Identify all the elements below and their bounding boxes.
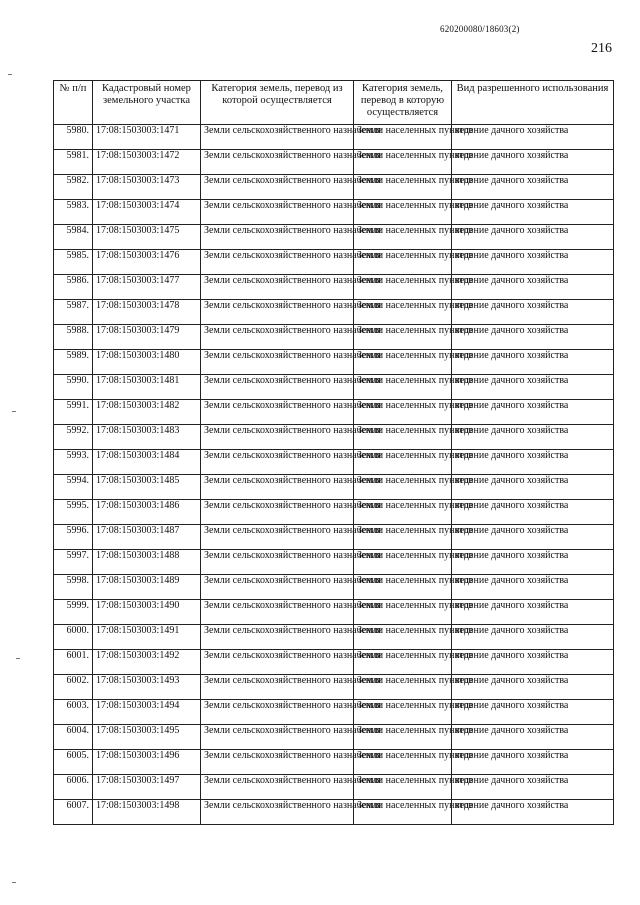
table-header-row bbox=[54, 81, 614, 125]
row-number: 5996. bbox=[54, 525, 93, 550]
permitted-use: ведение дачного хозяйства bbox=[452, 625, 614, 650]
permitted-use: ведение дачного хозяйства bbox=[452, 450, 614, 475]
category-to: Земли населенных пунктов bbox=[354, 725, 452, 750]
cadastral-number: 17:08:1503003:1498 bbox=[93, 800, 201, 825]
scan-mark bbox=[12, 411, 16, 412]
permitted-use: ведение дачного хозяйства bbox=[452, 375, 614, 400]
category-from: Земли сельскохозяйственного назначения bbox=[201, 225, 354, 250]
scan-mark bbox=[16, 658, 20, 659]
category-to: Земли населенных пунктов bbox=[354, 800, 452, 825]
category-from: Земли сельскохозяйственного назначения bbox=[201, 725, 354, 750]
category-to: Земли населенных пунктов bbox=[354, 500, 452, 525]
category-from: Земли сельскохозяйственного назначения bbox=[201, 350, 354, 375]
category-from: Земли сельскохозяйственного назначения bbox=[201, 250, 354, 275]
category-from: Земли сельскохозяйственного назначения bbox=[201, 150, 354, 175]
cadastral-number: 17:08:1503003:1496 bbox=[93, 750, 201, 775]
table-row bbox=[54, 300, 614, 325]
category-from: Земли сельскохозяйственного назначения bbox=[201, 700, 354, 725]
row-number: 5982. bbox=[54, 175, 93, 200]
scan-mark bbox=[12, 882, 16, 883]
category-to: Земли населенных пунктов bbox=[354, 225, 452, 250]
row-number: 5985. bbox=[54, 250, 93, 275]
category-to: Земли населенных пунктов bbox=[354, 525, 452, 550]
row-number: 5980. bbox=[54, 125, 93, 150]
table-row bbox=[54, 650, 614, 675]
row-number: 6005. bbox=[54, 750, 93, 775]
cadastral-number: 17:08:1503003:1476 bbox=[93, 250, 201, 275]
permitted-use: ведение дачного хозяйства bbox=[452, 150, 614, 175]
scan-mark bbox=[8, 74, 12, 75]
table-row bbox=[54, 700, 614, 725]
category-from: Земли сельскохозяйственного назначения bbox=[201, 175, 354, 200]
category-from: Земли сельскохозяйственного назначения bbox=[201, 625, 354, 650]
cadastral-number: 17:08:1503003:1491 bbox=[93, 625, 201, 650]
permitted-use: ведение дачного хозяйства bbox=[452, 750, 614, 775]
category-from: Земли сельскохозяйственного назначения bbox=[201, 300, 354, 325]
category-to: Земли населенных пунктов bbox=[354, 325, 452, 350]
cadastral-number: 17:08:1503003:1484 bbox=[93, 450, 201, 475]
cadastral-number: 17:08:1503003:1492 bbox=[93, 650, 201, 675]
category-to: Земли населенных пунктов bbox=[354, 475, 452, 500]
row-number: 6006. bbox=[54, 775, 93, 800]
category-from: Земли сельскохозяйственного назначения bbox=[201, 600, 354, 625]
table-row bbox=[54, 275, 614, 300]
permitted-use: ведение дачного хозяйства bbox=[452, 675, 614, 700]
category-from: Земли сельскохозяйственного назначения bbox=[201, 775, 354, 800]
row-number: 5987. bbox=[54, 300, 93, 325]
permitted-use: ведение дачного хозяйства bbox=[452, 325, 614, 350]
document-code: 620200080/18603(2) bbox=[440, 24, 520, 34]
category-to: Земли населенных пунктов bbox=[354, 550, 452, 575]
category-to: Земли населенных пунктов bbox=[354, 300, 452, 325]
row-number: 5981. bbox=[54, 150, 93, 175]
row-number: 5999. bbox=[54, 600, 93, 625]
table-row bbox=[54, 775, 614, 800]
cadastral-number: 17:08:1503003:1494 bbox=[93, 700, 201, 725]
header-category-to: Категория земель, перевод в которую осуществляется bbox=[354, 81, 452, 125]
permitted-use: ведение дачного хозяйства bbox=[452, 700, 614, 725]
cadastral-number: 17:08:1503003:1490 bbox=[93, 600, 201, 625]
cadastral-number: 17:08:1503003:1486 bbox=[93, 500, 201, 525]
category-to: Земли населенных пунктов bbox=[354, 375, 452, 400]
land-plots-table bbox=[53, 80, 614, 825]
permitted-use: ведение дачного хозяйства bbox=[452, 125, 614, 150]
row-number: 6007. bbox=[54, 800, 93, 825]
category-to: Земли населенных пунктов bbox=[354, 175, 452, 200]
cadastral-number: 17:08:1503003:1481 bbox=[93, 375, 201, 400]
permitted-use: ведение дачного хозяйства bbox=[452, 600, 614, 625]
category-to: Земли населенных пунктов bbox=[354, 700, 452, 725]
category-to: Земли населенных пунктов bbox=[354, 675, 452, 700]
table-row bbox=[54, 325, 614, 350]
category-from: Земли сельскохозяйственного назначения bbox=[201, 800, 354, 825]
category-from: Земли сельскохозяйственного назначения bbox=[201, 200, 354, 225]
category-to: Земли населенных пунктов bbox=[354, 625, 452, 650]
category-to: Земли населенных пунктов bbox=[354, 750, 452, 775]
cadastral-number: 17:08:1503003:1473 bbox=[93, 175, 201, 200]
cadastral-number: 17:08:1503003:1480 bbox=[93, 350, 201, 375]
permitted-use: ведение дачного хозяйства bbox=[452, 225, 614, 250]
table-row bbox=[54, 125, 614, 150]
category-to: Земли населенных пунктов bbox=[354, 450, 452, 475]
category-from: Земли сельскохозяйственного назначения bbox=[201, 425, 354, 450]
category-from: Земли сельскохозяйственного назначения bbox=[201, 375, 354, 400]
row-number: 5988. bbox=[54, 325, 93, 350]
row-number: 5989. bbox=[54, 350, 93, 375]
category-from: Земли сельскохозяйственного назначения bbox=[201, 500, 354, 525]
table-row bbox=[54, 450, 614, 475]
permitted-use: ведение дачного хозяйства bbox=[452, 175, 614, 200]
permitted-use: ведение дачного хозяйства bbox=[452, 525, 614, 550]
category-from: Земли сельскохозяйственного назначения bbox=[201, 650, 354, 675]
cadastral-number: 17:08:1503003:1474 bbox=[93, 200, 201, 225]
cadastral-number: 17:08:1503003:1483 bbox=[93, 425, 201, 450]
table-row bbox=[54, 425, 614, 450]
category-to: Земли населенных пунктов bbox=[354, 650, 452, 675]
row-number: 6000. bbox=[54, 625, 93, 650]
table-row bbox=[54, 525, 614, 550]
category-from: Земли сельскохозяйственного назначения bbox=[201, 275, 354, 300]
permitted-use: ведение дачного хозяйства bbox=[452, 250, 614, 275]
cadastral-number: 17:08:1503003:1497 bbox=[93, 775, 201, 800]
table-row bbox=[54, 375, 614, 400]
header-category-from: Категория земель, перевод из которой осуществляется bbox=[201, 81, 354, 125]
cadastral-number: 17:08:1503003:1482 bbox=[93, 400, 201, 425]
table-row bbox=[54, 400, 614, 425]
category-from: Земли сельскохозяйственного назначения bbox=[201, 125, 354, 150]
row-number: 5991. bbox=[54, 400, 93, 425]
table-row bbox=[54, 225, 614, 250]
permitted-use: ведение дачного хозяйства bbox=[452, 300, 614, 325]
row-number: 6001. bbox=[54, 650, 93, 675]
table-row bbox=[54, 550, 614, 575]
category-to: Земли населенных пунктов bbox=[354, 350, 452, 375]
table-row bbox=[54, 725, 614, 750]
category-to: Земли населенных пунктов bbox=[354, 150, 452, 175]
table-row bbox=[54, 200, 614, 225]
row-number: 5986. bbox=[54, 275, 93, 300]
category-from: Земли сельскохозяйственного назначения bbox=[201, 750, 354, 775]
row-number: 5997. bbox=[54, 550, 93, 575]
permitted-use: ведение дачного хозяйства bbox=[452, 500, 614, 525]
permitted-use: ведение дачного хозяйства bbox=[452, 425, 614, 450]
category-from: Земли сельскохозяйственного назначения bbox=[201, 575, 354, 600]
category-from: Земли сельскохозяйственного назначения bbox=[201, 475, 354, 500]
permitted-use: ведение дачного хозяйства bbox=[452, 475, 614, 500]
category-from: Земли сельскохозяйственного назначения bbox=[201, 400, 354, 425]
row-number: 5990. bbox=[54, 375, 93, 400]
permitted-use: ведение дачного хозяйства bbox=[452, 725, 614, 750]
cadastral-number: 17:08:1503003:1471 bbox=[93, 125, 201, 150]
cadastral-number: 17:08:1503003:1489 bbox=[93, 575, 201, 600]
row-number: 5993. bbox=[54, 450, 93, 475]
table-row bbox=[54, 150, 614, 175]
cadastral-number: 17:08:1503003:1478 bbox=[93, 300, 201, 325]
category-to: Земли населенных пунктов bbox=[354, 250, 452, 275]
table-row bbox=[54, 625, 614, 650]
row-number: 5998. bbox=[54, 575, 93, 600]
cadastral-number: 17:08:1503003:1487 bbox=[93, 525, 201, 550]
row-number: 6002. bbox=[54, 675, 93, 700]
table-row bbox=[54, 475, 614, 500]
category-to: Земли населенных пунктов bbox=[354, 400, 452, 425]
row-number: 5994. bbox=[54, 475, 93, 500]
permitted-use: ведение дачного хозяйства bbox=[452, 275, 614, 300]
row-number: 5983. bbox=[54, 200, 93, 225]
cadastral-number: 17:08:1503003:1485 bbox=[93, 475, 201, 500]
category-from: Земли сельскохозяйственного назначения bbox=[201, 450, 354, 475]
table-row bbox=[54, 750, 614, 775]
table-row bbox=[54, 175, 614, 200]
permitted-use: ведение дачного хозяйства bbox=[452, 550, 614, 575]
page-number: 216 bbox=[591, 41, 612, 56]
category-from: Земли сельскохозяйственного назначения bbox=[201, 325, 354, 350]
category-to: Земли населенных пунктов bbox=[354, 425, 452, 450]
permitted-use: ведение дачного хозяйства bbox=[452, 800, 614, 825]
category-from: Земли сельскохозяйственного назначения bbox=[201, 550, 354, 575]
cadastral-number: 17:08:1503003:1477 bbox=[93, 275, 201, 300]
permitted-use: ведение дачного хозяйства bbox=[452, 775, 614, 800]
permitted-use: ведение дачного хозяйства bbox=[452, 650, 614, 675]
table-row bbox=[54, 675, 614, 700]
row-number: 6004. bbox=[54, 725, 93, 750]
category-to: Земли населенных пунктов bbox=[354, 125, 452, 150]
category-to: Земли населенных пунктов bbox=[354, 600, 452, 625]
row-number: 5992. bbox=[54, 425, 93, 450]
header-num: № п/п bbox=[54, 81, 93, 125]
table-body bbox=[54, 125, 614, 825]
table-row bbox=[54, 350, 614, 375]
table-row bbox=[54, 500, 614, 525]
table-row bbox=[54, 800, 614, 825]
row-number: 5995. bbox=[54, 500, 93, 525]
permitted-use: ведение дачного хозяйства bbox=[452, 200, 614, 225]
cadastral-number: 17:08:1503003:1488 bbox=[93, 550, 201, 575]
cadastral-number: 17:08:1503003:1475 bbox=[93, 225, 201, 250]
row-number: 6003. bbox=[54, 700, 93, 725]
cadastral-number: 17:08:1503003:1472 bbox=[93, 150, 201, 175]
category-from: Земли сельскохозяйственного назначения bbox=[201, 525, 354, 550]
table-row bbox=[54, 575, 614, 600]
permitted-use: ведение дачного хозяйства bbox=[452, 400, 614, 425]
category-to: Земли населенных пунктов bbox=[354, 575, 452, 600]
cadastral-number: 17:08:1503003:1479 bbox=[93, 325, 201, 350]
category-from: Земли сельскохозяйственного назначения bbox=[201, 675, 354, 700]
row-number: 5984. bbox=[54, 225, 93, 250]
permitted-use: ведение дачного хозяйства bbox=[452, 575, 614, 600]
header-permitted-use: Вид разрешенного использования bbox=[452, 81, 614, 125]
category-to: Земли населенных пунктов bbox=[354, 775, 452, 800]
cadastral-number: 17:08:1503003:1495 bbox=[93, 725, 201, 750]
table-row bbox=[54, 600, 614, 625]
permitted-use: ведение дачного хозяйства bbox=[452, 350, 614, 375]
header-cadastral: Кадастровый номер земельного участка bbox=[93, 81, 201, 125]
cadastral-number: 17:08:1503003:1493 bbox=[93, 675, 201, 700]
category-to: Земли населенных пунктов bbox=[354, 200, 452, 225]
category-to: Земли населенных пунктов bbox=[354, 275, 452, 300]
table-row bbox=[54, 250, 614, 275]
